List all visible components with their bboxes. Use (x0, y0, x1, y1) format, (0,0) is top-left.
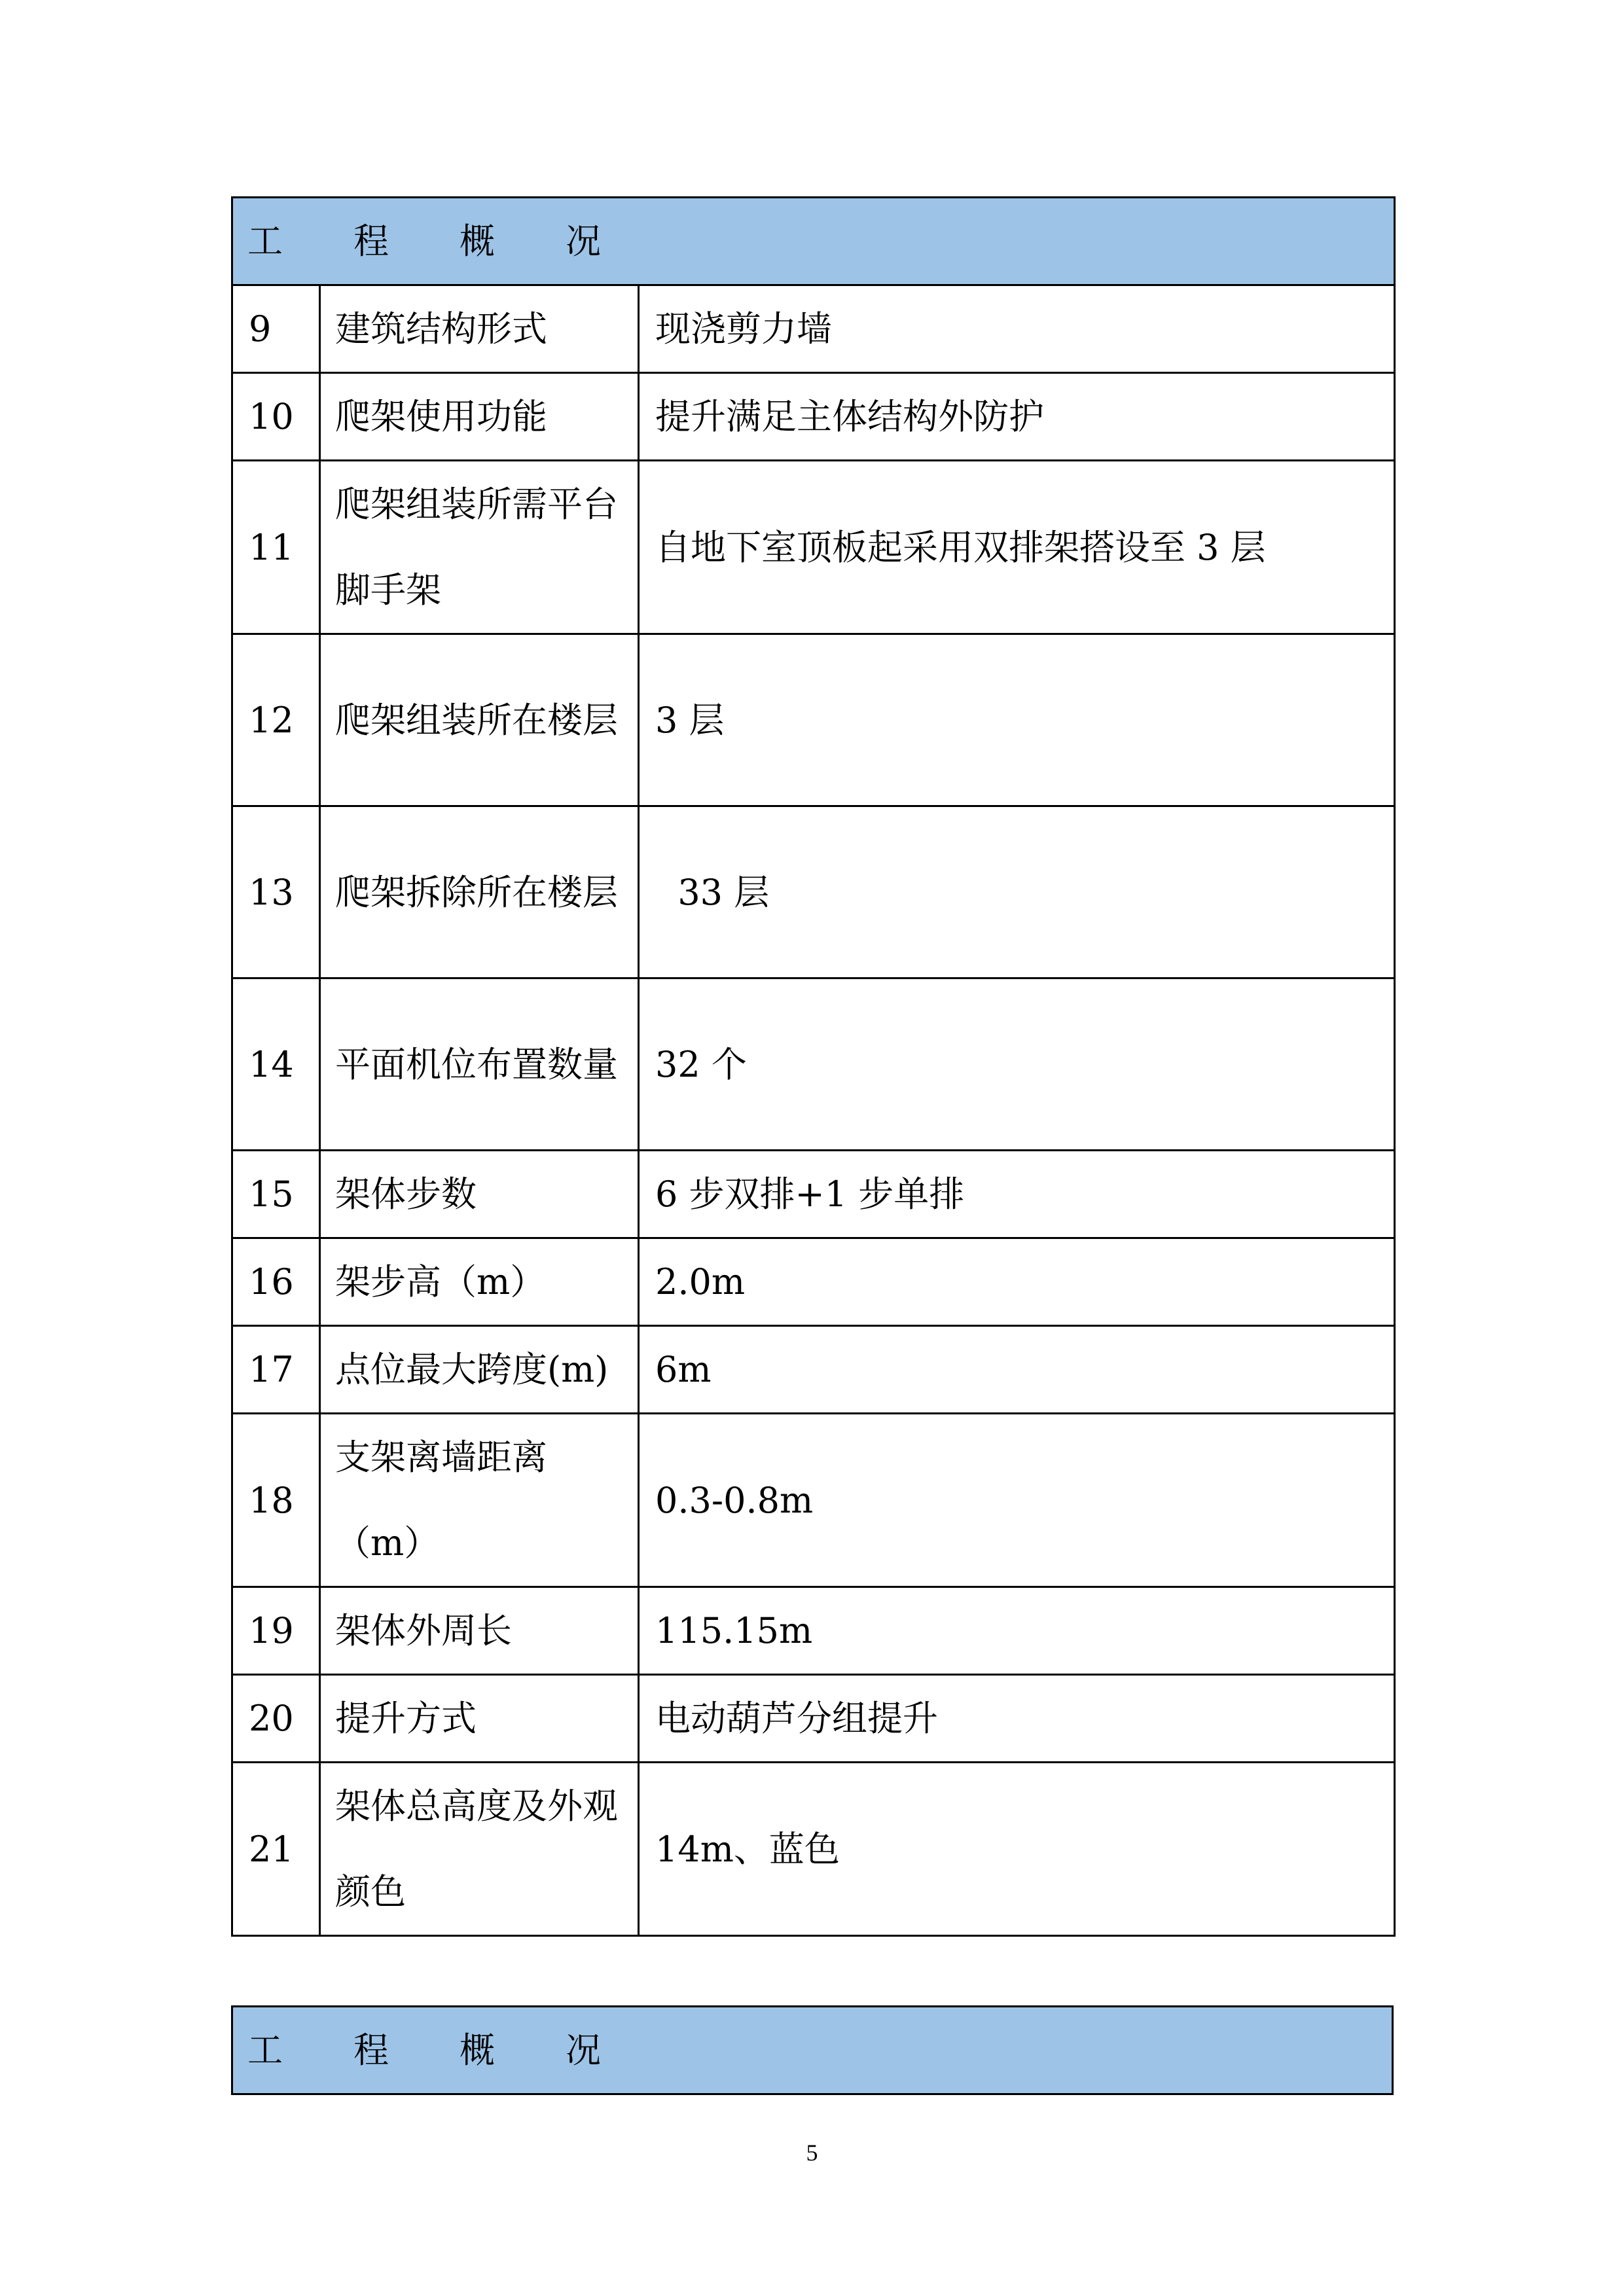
row-number: 12 (232, 634, 320, 806)
table-row (232, 1326, 1395, 1414)
row-value: 0.3-0.8m (639, 1414, 1395, 1587)
row-value: 3 层 (639, 634, 1395, 806)
row-value: 6m (639, 1326, 1395, 1414)
table-row (232, 1414, 1395, 1587)
project-overview-table (231, 196, 1396, 1937)
table-row (232, 461, 1395, 634)
row-number: 13 (232, 806, 320, 978)
row-number: 10 (232, 373, 320, 461)
table-row (232, 1238, 1395, 1326)
row-value: 电动葫芦分组提升 (639, 1675, 1395, 1763)
row-value: 33 层 (639, 806, 1395, 978)
page-number: 5 (806, 2140, 818, 2166)
project-overview-table-continued (231, 2005, 1394, 2095)
table-row (232, 373, 1395, 461)
table-header-title: 工 程 概 况 (232, 198, 1395, 285)
row-item: 架体外周长 (320, 1587, 639, 1675)
row-item: 提升方式 (320, 1675, 639, 1763)
row-item: 架步高（m） (320, 1238, 639, 1326)
row-number: 17 (232, 1326, 320, 1414)
table-row (232, 1151, 1395, 1238)
table-row (232, 634, 1395, 806)
row-number: 19 (232, 1587, 320, 1675)
table-row (232, 806, 1395, 978)
row-item: 建筑结构形式 (320, 285, 639, 373)
row-value: 2.0m (639, 1238, 1395, 1326)
table-row (232, 285, 1395, 373)
row-value: 提升满足主体结构外防护 (639, 373, 1395, 461)
row-number: 18 (232, 1414, 320, 1587)
row-item: 点位最大跨度(m) (320, 1326, 639, 1414)
row-number: 11 (232, 461, 320, 634)
row-value: 自地下室顶板起采用双排架搭设至 3 层 (639, 461, 1395, 634)
row-value: 6 步双排+1 步单排 (639, 1151, 1395, 1238)
table-row (232, 978, 1395, 1151)
table-row (232, 1675, 1395, 1763)
row-value: 14m、蓝色 (639, 1763, 1395, 1936)
table-row (232, 1763, 1395, 1936)
row-value: 现浇剪力墙 (639, 285, 1395, 373)
row-value: 115.15m (639, 1587, 1395, 1675)
table-row (232, 1587, 1395, 1675)
table-header-row (232, 2007, 1393, 2094)
row-value: 32 个 (639, 978, 1395, 1151)
table-header-title: 工 程 概 况 (232, 2007, 1393, 2094)
row-item: 爬架拆除所在楼层 (320, 806, 639, 978)
row-number: 20 (232, 1675, 320, 1763)
row-item: 爬架使用功能 (320, 373, 639, 461)
row-number: 14 (232, 978, 320, 1151)
row-item: 架体步数 (320, 1151, 639, 1238)
table-header-row (232, 198, 1395, 285)
row-number: 15 (232, 1151, 320, 1238)
row-item: 平面机位布置数量 (320, 978, 639, 1151)
row-item: 爬架组装所在楼层 (320, 634, 639, 806)
row-item: 支架离墙距离（m） (320, 1414, 639, 1587)
row-number: 9 (232, 285, 320, 373)
row-item: 爬架组装所需平台脚手架 (320, 461, 639, 634)
row-number: 21 (232, 1763, 320, 1936)
row-number: 16 (232, 1238, 320, 1326)
row-item: 架体总高度及外观颜色 (320, 1763, 639, 1936)
